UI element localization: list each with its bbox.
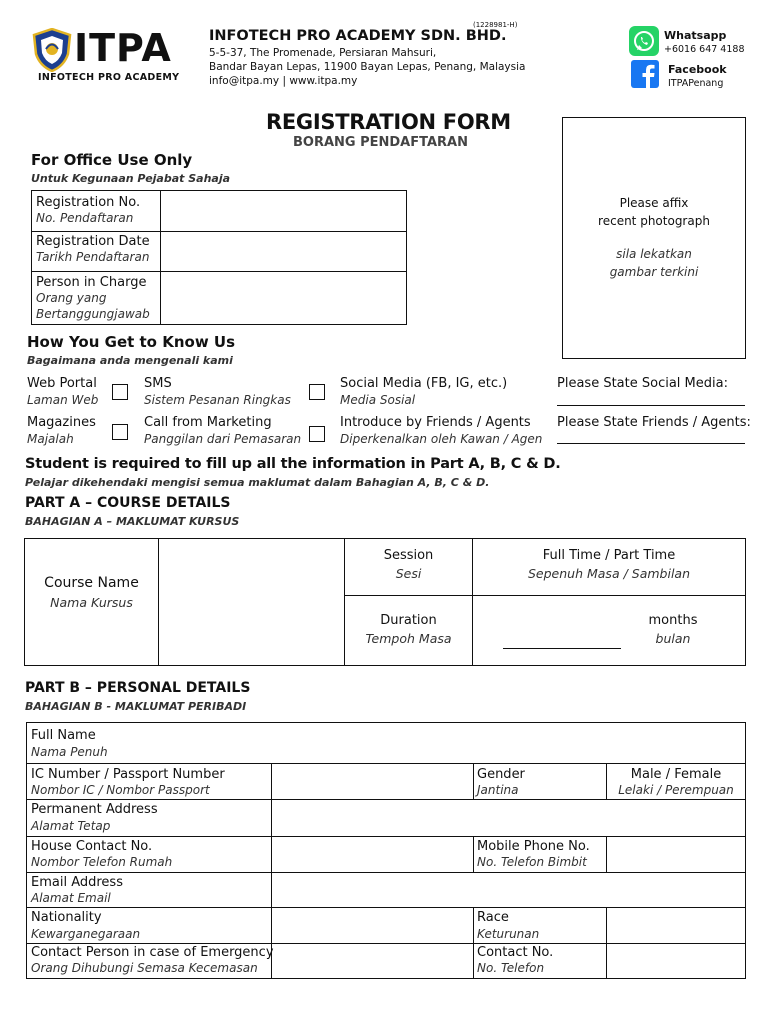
email-label-ms: Alamat Email (31, 891, 111, 905)
duration-label: Duration (380, 613, 437, 628)
race-label-ms: Keturunan (477, 927, 540, 941)
course-name-field[interactable] (160, 540, 343, 665)
session-option-ms: Sepenuh Masa / Sambilan (528, 566, 690, 581)
option-sms-label: SMS (144, 376, 172, 391)
whatsapp-label: Whatsapp (664, 29, 727, 42)
whatsapp-icon (629, 26, 659, 56)
option-magazines-label-ms: Majalah (27, 432, 74, 446)
course-table (24, 538, 746, 666)
session-label: Session (383, 548, 434, 563)
photo-instruction-ms-2: gambar terkini (609, 265, 699, 279)
company-address-line2: Bandar Bayan Lepas, 11900 Bayan Lepas, Penang, Malaysia (209, 61, 526, 73)
option-web-portal-label: Web Portal (27, 376, 97, 391)
state-social-media-field[interactable] (557, 390, 745, 406)
form-title: REGISTRATION FORM (266, 110, 511, 134)
email-field[interactable] (273, 873, 745, 906)
person-in-charge-label-ms: Orang yang (36, 291, 107, 305)
months-label-ms: bulan (655, 631, 691, 646)
logo-text: ITPA (74, 26, 172, 70)
email-label: Email Address (31, 875, 123, 890)
part-a-heading: PART A – COURSE DETAILS (25, 495, 231, 511)
gender-option-ms: Lelaki / Perempuan (618, 783, 734, 797)
house-contact-field[interactable] (273, 837, 472, 871)
full-name-label-ms: Nama Penuh (31, 745, 108, 759)
logo-subtext: INFOTECH PRO ACADEMY (38, 72, 180, 83)
nationality-field[interactable] (273, 908, 472, 942)
registration-no-field[interactable] (162, 192, 406, 230)
company-name: INFOTECH PRO ACADEMY SDN. BHD. (209, 28, 507, 44)
mobile-phone-field[interactable] (608, 837, 745, 871)
nationality-label: Nationality (31, 910, 102, 925)
notice-text-ms: Pelajar dikehendaki mengisi semua maklumat dalam Bahagian A, B, C & D. (25, 476, 490, 489)
contact-no-label: Contact No. (477, 945, 554, 960)
race-field[interactable] (608, 908, 745, 942)
session-option[interactable]: Full Time / Part Time (542, 548, 676, 563)
address-field[interactable] (273, 800, 745, 835)
ic-number-label-ms: Nombor IC / Nombor Passport (31, 783, 210, 797)
company-address-line1: 5-5-37, The Promenade, Persiaran Mahsuri, (209, 47, 437, 59)
facebook-icon (631, 60, 659, 88)
option-sms-label-ms: Sistem Pesanan Ringkas (144, 393, 291, 407)
option-sms-checkbox[interactable] (309, 384, 325, 400)
registration-date-label-ms: Tarikh Pendaftaran (36, 250, 150, 264)
photo-instruction-ms-1: sila lekatkan (616, 247, 692, 261)
emergency-contact-field[interactable] (273, 944, 472, 978)
company-contact: info@itpa.my | www.itpa.my (209, 75, 358, 87)
option-social-media-label: Social Media (FB, IG, etc.) (340, 376, 508, 391)
logo (30, 28, 190, 86)
option-call-marketing-label: Call from Marketing (144, 415, 272, 430)
state-friends-label: Please State Friends / Agents: (557, 415, 751, 430)
gender-option[interactable]: Male / Female (630, 767, 722, 782)
address-label-ms: Alamat Tetap (31, 819, 111, 833)
state-friends-field[interactable] (557, 428, 745, 444)
personal-table (26, 722, 746, 979)
part-b-heading: PART B – PERSONAL DETAILS (25, 680, 251, 696)
full-name-field[interactable] (167, 724, 743, 762)
company-reg-no: (1228981-H) (473, 21, 518, 29)
session-label-ms: Sesi (395, 566, 422, 581)
address-label: Permanent Address (31, 802, 158, 817)
option-web-portal-label-ms: Laman Web (27, 393, 99, 407)
option-call-marketing-label-ms: Panggilan dari Pemasaran (144, 432, 302, 446)
option-friends-label: Introduce by Friends / Agents (340, 415, 531, 430)
house-contact-label-ms: Nombor Telefon Rumah (31, 855, 173, 869)
whatsapp-number: +6016 647 4188 (664, 44, 745, 55)
house-contact-label: House Contact No. (31, 839, 153, 854)
duration-label-ms: Tempoh Masa (365, 631, 452, 646)
contact-no-label-ms: No. Telefon (477, 961, 545, 975)
facebook-contact[interactable] (629, 60, 759, 92)
duration-field[interactable] (503, 633, 621, 649)
know-us-heading-ms: Bagaimana anda mengenali kami (27, 354, 233, 367)
registration-no-label-ms: No. Pendaftaran (36, 211, 134, 225)
option-magazines-label: Magazines (27, 415, 96, 430)
state-social-media-label: Please State Social Media: (557, 376, 728, 391)
course-name-label-ms: Nama Kursus (50, 595, 133, 610)
months-label: months (648, 613, 698, 628)
race-label: Race (477, 910, 509, 925)
registration-date-label: Registration Date (36, 234, 150, 249)
person-in-charge-label: Person in Charge (36, 275, 147, 290)
mobile-phone-label: Mobile Phone No. (477, 839, 590, 854)
facebook-page: ITPAPenang (668, 78, 724, 89)
option-call-marketing-checkbox[interactable] (309, 426, 325, 442)
know-us-heading: How You Get to Know Us (27, 333, 236, 351)
course-name-label: Course Name (44, 575, 139, 591)
emergency-contact-label: Contact Person in case of Emergency (31, 945, 274, 960)
office-heading: For Office Use Only (31, 151, 193, 169)
emergency-contact-label-ms: Orang Dihubungi Semasa Kecemasan (31, 961, 258, 975)
ic-number-label: IC Number / Passport Number (31, 767, 225, 782)
photo-instruction-1: Please affix (619, 196, 689, 210)
form-subtitle: BORANG PENDAFTARAN (293, 135, 468, 150)
registration-date-field[interactable] (162, 232, 406, 270)
facebook-label: Facebook (668, 63, 727, 76)
option-social-media-label-ms: Media Sosial (340, 393, 416, 407)
person-in-charge-field[interactable] (162, 272, 406, 324)
office-heading-ms: Untuk Kegunaan Pejabat Sahaja (31, 172, 231, 185)
option-friends-label-ms: Diperkenalkan oleh Kawan / Agen (340, 432, 543, 446)
notice-text: Student is required to fill up all the information in Part A, B, C & D. (25, 456, 561, 472)
contact-no-field[interactable] (608, 944, 745, 978)
gender-label-ms: Jantina (477, 783, 519, 797)
option-magazines-checkbox[interactable] (112, 424, 128, 440)
photo-instruction-2: recent photograph (598, 214, 710, 228)
nationality-label-ms: Kewarganegaraan (31, 927, 141, 941)
photo-box[interactable] (562, 117, 746, 359)
part-a-heading-ms: BAHAGIAN A – MAKLUMAT KURSUS (25, 515, 240, 528)
gender-label: Gender (477, 767, 525, 782)
full-name-label: Full Name (31, 728, 96, 743)
office-table (31, 190, 407, 325)
whatsapp-contact[interactable] (629, 26, 759, 58)
part-b-heading-ms: BAHAGIAN B - MAKLUMAT PERIBADI (25, 700, 247, 713)
ic-number-field[interactable] (273, 764, 472, 798)
mobile-phone-label-ms: No. Telefon Bimbit (477, 855, 587, 869)
shield-icon (32, 28, 72, 72)
registration-no-label: Registration No. (36, 195, 141, 210)
person-in-charge-label-ms-2: Bertanggungjawab (36, 307, 150, 321)
option-web-portal-checkbox[interactable] (112, 384, 128, 400)
